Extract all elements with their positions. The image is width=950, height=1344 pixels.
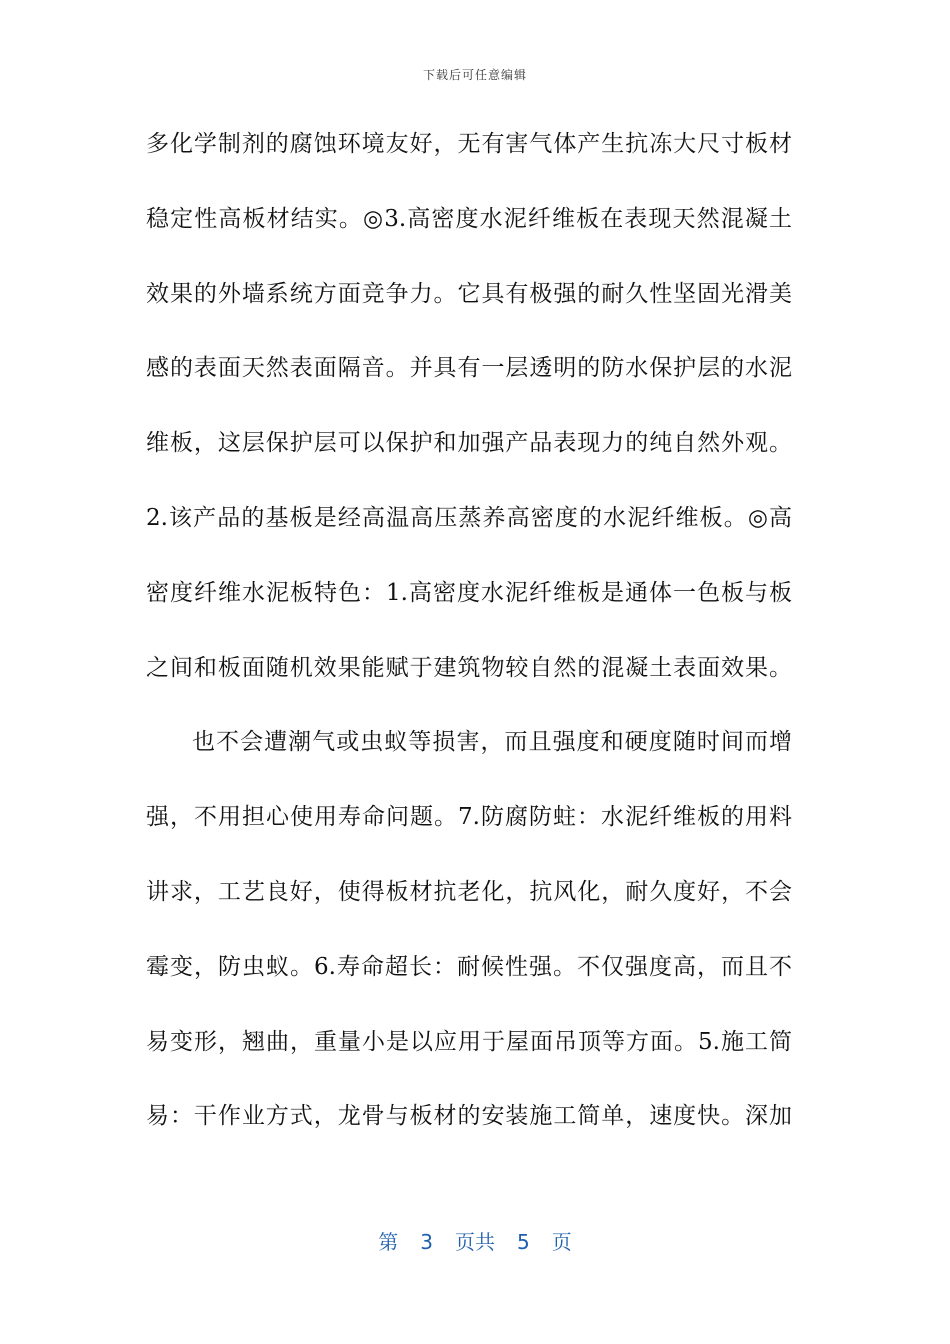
text-line-7: 密度纤维水泥板特色：1.高密度水泥纤维板是通体一色板与板: [146, 579, 792, 606]
page-footer: [0, 1226, 950, 1255]
text-line-10: 强，不用担心使用寿命问题。7.防腐防蛀：水泥纤维板的用料: [146, 804, 792, 831]
current-page-number: 3: [420, 1230, 433, 1254]
text-line-14: 易：干作业方式，龙骨与板材的安装施工简单，速度快。深加: [146, 1103, 792, 1130]
header-note: 下载后可任意编辑: [422, 68, 527, 82]
footer-prefix: 第: [378, 1230, 399, 1254]
text-line-8: 之间和板面随机效果能赋于建筑物较自然的混凝土表面效果。: [146, 654, 792, 681]
total-page-number: 5: [517, 1230, 530, 1254]
footer-middle: 页共: [455, 1230, 495, 1254]
text-line-13: 易变形，翘曲，重量小是以应用于屋面吊顶等方面。5.施工简: [146, 1028, 792, 1055]
footer-suffix: 页: [551, 1230, 572, 1254]
text-line-1: 多化学制剂的腐蚀环境友好，无有害气体产生抗冻大尺寸板材: [146, 131, 792, 157]
text-line-9: 也不会遭潮气或虫蚁等损害，而且强度和硬度随时间而增: [192, 729, 792, 756]
text-line-12: 霉变，防虫蚁。6.寿命超长：耐候性强。不仅强度高，而且不: [146, 953, 792, 980]
text-line-5: 维板，这层保护层可以保护和加强产品表现力的纯自然外观。: [146, 430, 792, 457]
body-text: [146, 124, 792, 1171]
text-line-11: 讲求，工艺良好，使得板材抗老化，抗风化，耐久度好，不会: [146, 878, 792, 905]
text-line-3: 效果的外墙系统方面竞争力。它具有极强的耐久性坚固光滑美: [146, 280, 792, 307]
text-line-4: 感的表面天然表面隔音。并具有一层透明的防水保护层的水泥: [146, 355, 792, 382]
text-line-6: 2.该产品的基板是经高温高压蒸养高密度的水泥纤维板。◎高: [146, 504, 792, 531]
text-line-2: 稳定性高板材结实。◎3.高密度水泥纤维板在表现天然混凝土: [146, 205, 792, 232]
